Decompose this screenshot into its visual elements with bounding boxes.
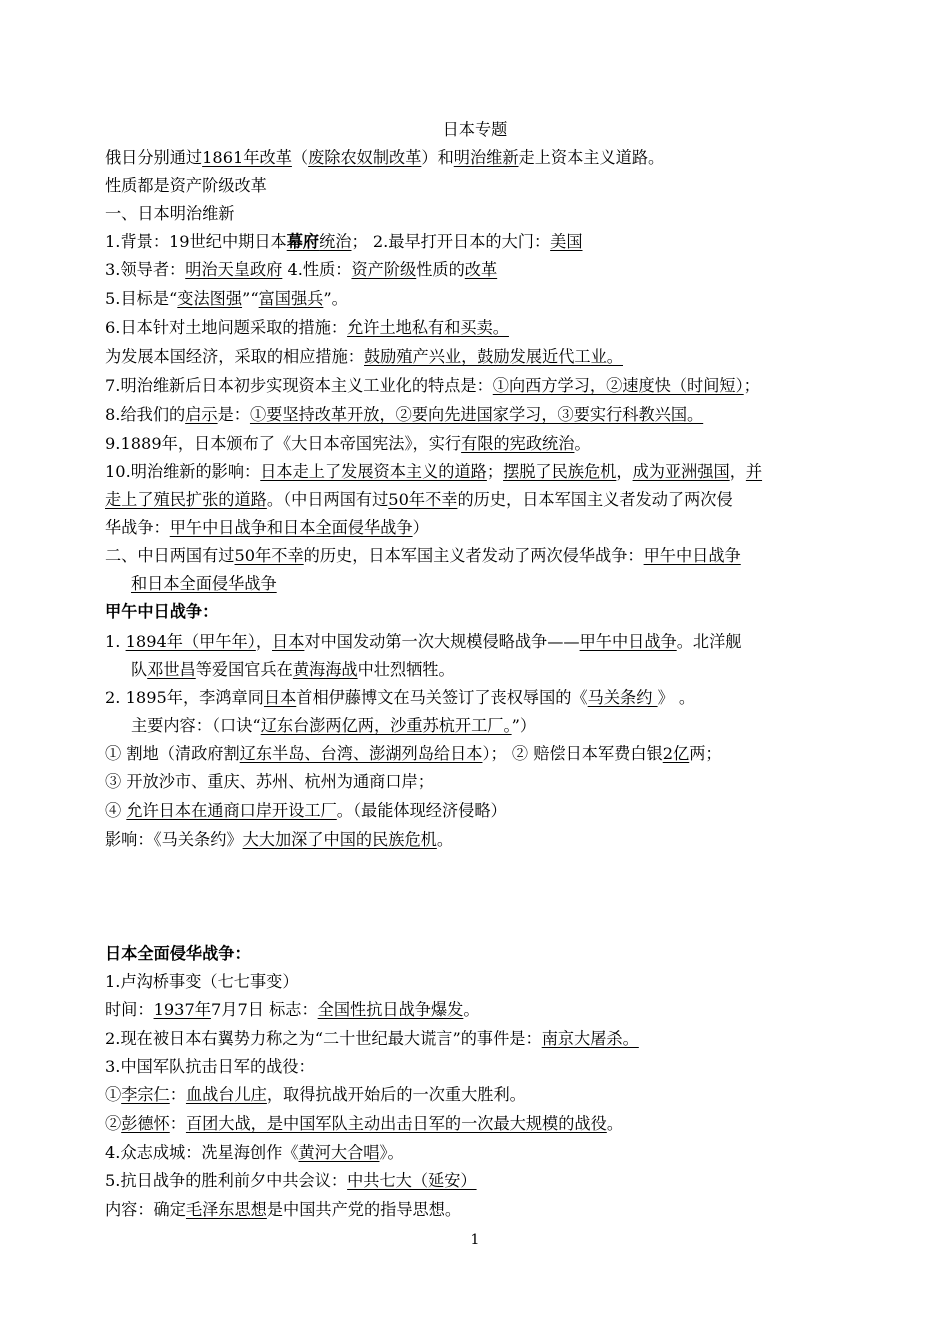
underlined-text: 成为亚洲强国	[632, 462, 730, 481]
underlined-text: 50年不幸	[234, 546, 304, 565]
text-segment: 10.明治维新的影响：	[105, 462, 261, 481]
text-segment: 》 。	[657, 688, 696, 707]
underlined-text: 富国强兵	[258, 289, 324, 308]
text-segment: 是中国共产党的指导思想。	[266, 1200, 462, 1219]
text-segment: ：	[169, 1085, 186, 1104]
underlined-text: 走上了殖民扩张的道路	[105, 490, 267, 509]
text-segment: ）和	[421, 148, 454, 167]
text-line	[105, 258, 855, 282]
underlined-text: 中共七大（延安）	[347, 1171, 477, 1190]
text-segment: 等爱国官兵在	[195, 660, 293, 679]
text-segment: 二、中日两国有过	[105, 546, 235, 565]
underlined-text: 百团大战，是中国军队主动出击日军的一次最大规模的战役	[185, 1114, 607, 1133]
underlined-text: 启示	[185, 405, 218, 424]
text-segment: 2.现在被日本右翼势力称之为“二十世纪最大谎言”的事件是：	[105, 1029, 542, 1048]
underlined-text: 允许日本在通商口岸开设工厂	[126, 801, 337, 820]
text-line	[105, 516, 855, 540]
text-line	[105, 686, 855, 710]
text-segment: 7.明治维新后日本初步实现资本主义工业化的特点是：	[105, 376, 493, 395]
text-segment: 。	[574, 434, 591, 453]
underlined-text: 允许土地私有和买卖。	[347, 318, 509, 337]
text-line	[105, 174, 855, 198]
underlined-text: 日本	[263, 688, 297, 707]
text-segment: ，	[616, 462, 633, 481]
text-segment: ，	[255, 632, 273, 651]
text-segment: 8.给我们的	[105, 405, 186, 424]
text-segment: 3.领导者：	[105, 260, 186, 279]
underlined-text: 甲午中日战争	[579, 632, 677, 651]
underlined-text: 摆脱了民族危机	[503, 462, 617, 481]
text-line	[105, 345, 855, 369]
text-segment: ①	[105, 1085, 122, 1104]
text-segment: 4.众志成城：冼星海创作《	[105, 1143, 299, 1162]
text-line	[105, 287, 855, 311]
underlined-text: 鼓励殖产兴业，鼓励发展近代工业。	[364, 347, 623, 366]
text-line	[105, 1027, 855, 1051]
text-segment: 走上资本主义道路。	[518, 148, 665, 167]
text-segment: ：	[169, 1114, 186, 1133]
text-segment: ②	[105, 1114, 122, 1133]
underlined-text: 辽东半岛、台湾、澎湖列岛给日本	[239, 744, 483, 763]
underlined-text: 1861年改革	[202, 148, 292, 167]
text-segment: ；	[743, 376, 760, 395]
text-segment: 。	[463, 1000, 480, 1019]
text-segment: 。	[436, 830, 454, 849]
text-line	[105, 742, 855, 766]
text-line	[131, 572, 855, 596]
underlined-text: 甲午中日战争	[643, 546, 741, 565]
text-line	[105, 374, 855, 398]
text-segment: 影响：《马关条约》	[105, 830, 243, 849]
text-segment: 。（最能体现经济侵略）	[336, 801, 507, 820]
text-segment: 中壮烈牺牲。	[357, 660, 455, 679]
text-segment: ③ 开放沙市、重庆、苏州、杭州为通商口岸；	[105, 772, 434, 791]
text-line	[105, 460, 855, 484]
underlined-text: 黄海海战	[292, 660, 358, 679]
text-line	[105, 1055, 855, 1079]
text-segment: ）； ② 赔偿日本军费白银	[482, 744, 663, 763]
text-line	[105, 828, 855, 852]
text-segment: 。（中日两国有过	[266, 490, 389, 509]
text-segment: 7月7日 标志：	[210, 1000, 318, 1019]
text-segment: 3.中国军队抗击日军的战役：	[105, 1057, 315, 1076]
underlined-text: 血战台儿庄	[185, 1085, 267, 1104]
text-segment: ；	[486, 462, 504, 481]
underlined-text: 黄河大合唱	[298, 1143, 380, 1162]
underlined-text: 50年不幸	[388, 490, 458, 509]
underlined-text: 和日本全面侵华战争	[131, 574, 277, 593]
text-segment: 。北洋舰	[676, 632, 742, 651]
text-segment: 5.抗日战争的胜利前夕中共会议：	[105, 1171, 348, 1190]
underlined-text: 1894年（甲午年）	[125, 632, 256, 651]
text-segment: 1.卢沟桥事变（七七事变）	[105, 972, 299, 991]
underlined-text: 日本	[272, 632, 305, 651]
underlined-text: 幕府	[286, 232, 320, 251]
underlined-text: 甲午中日战争和日本全面侵华战争	[169, 518, 413, 537]
text-line	[105, 316, 855, 340]
underlined-text: 明治维新	[453, 148, 519, 167]
text-segment: （	[291, 148, 309, 167]
page-number: 1	[470, 1232, 480, 1248]
text-line	[105, 998, 855, 1022]
section-heading	[105, 942, 855, 966]
text-segment: 主要内容：（口诀“	[131, 716, 261, 735]
underlined-text: 统治	[319, 232, 352, 251]
underlined-text: 全国性抗日战争爆发	[317, 1000, 464, 1019]
text-segment: 》。	[379, 1143, 404, 1162]
underlined-text: 资产阶级	[351, 260, 417, 279]
text-line	[105, 1169, 855, 1193]
text-segment: 甲午中日战争：	[105, 602, 219, 621]
underlined-text: 大大加深了中国的民族危机	[242, 830, 437, 849]
text-line	[105, 488, 855, 512]
text-line	[105, 770, 855, 794]
underlined-text: 日本走上了发展资本主义的道路	[260, 462, 487, 481]
text-line	[105, 202, 855, 226]
text-line	[105, 630, 855, 654]
text-segment: 9.1889年，日本颁布了《大日本帝国宪法》，实行	[105, 434, 462, 453]
text-line	[105, 799, 855, 823]
document-title	[0, 118, 950, 142]
underlined-text: 改革	[464, 260, 498, 279]
text-segment: 5.目标是“	[105, 289, 178, 308]
text-line	[131, 714, 855, 738]
underlined-text: 南京大屠杀。	[541, 1029, 639, 1048]
text-segment: ）	[412, 518, 429, 537]
section-heading	[105, 600, 855, 624]
underlined-text: ①向西方学习，②速度快（时间短）	[492, 376, 744, 395]
underlined-text: 2亿	[662, 744, 690, 763]
text-segment: 性质都是资产阶级改革	[105, 176, 267, 195]
text-line	[105, 1198, 855, 1222]
underlined-text: 美国	[550, 232, 583, 251]
text-line	[105, 970, 855, 994]
text-segment: 。	[606, 1114, 623, 1133]
text-segment: 时间：	[105, 1000, 154, 1019]
text-segment: 对中国发动第一次大规模侵略战争——	[304, 632, 580, 651]
text-line	[105, 1141, 855, 1165]
text-segment: 队	[131, 660, 148, 679]
text-line	[105, 146, 855, 170]
text-segment: 首相伊藤博文在马关签订了丧权辱国的《	[296, 688, 588, 707]
underlined-text: 彭德怀	[121, 1114, 170, 1133]
text-line	[105, 432, 855, 456]
underlined-text: 有限的宪政统治	[461, 434, 575, 453]
text-line	[105, 1083, 855, 1107]
underlined-text: 毛泽东思想	[185, 1200, 267, 1219]
underlined-text: 李宗仁	[121, 1085, 170, 1104]
text-line	[105, 544, 855, 568]
underlined-text: 变法图强	[177, 289, 243, 308]
underlined-text: 邓世昌	[147, 660, 196, 679]
underlined-text: 辽东台澎两亿两，沙重苏杭开工厂。	[260, 716, 512, 735]
text-segment: 一、日本明治维新	[105, 204, 235, 223]
underlined-text: 废除农奴制改革	[308, 148, 422, 167]
text-segment: 6.日本针对土地问题采取的措施：	[105, 318, 348, 337]
underlined-text: 马关条约	[587, 688, 658, 707]
text-segment: 2. 1895年，李鸿章同	[105, 688, 264, 707]
text-line	[105, 1112, 855, 1136]
text-segment: ，取得抗战开始后的一次重大胜利。	[266, 1085, 526, 1104]
text-segment: ④	[105, 801, 127, 820]
text-segment: 俄日分别通过	[105, 148, 203, 167]
underlined-text: 1937年	[153, 1000, 211, 1019]
text-line	[105, 403, 855, 427]
text-segment: 1.背景：19世纪中期日本	[105, 232, 287, 251]
text-segment: 日本全面侵华战争：	[105, 944, 251, 963]
text-segment: ，	[729, 462, 746, 481]
text-segment: 两；	[689, 744, 722, 763]
text-line	[131, 658, 855, 682]
text-segment: 的历史，日本军国主义者发动了两次侵华战争：	[303, 546, 644, 565]
text-segment: 性质的	[416, 260, 465, 279]
text-segment: ； 2.最早打开日本的大门：	[351, 232, 551, 251]
text-segment: ”。	[323, 289, 348, 308]
text-segment: ”“	[242, 289, 259, 308]
underlined-text: ①要坚持改革开放，②要向先进国家学习，③要实行科教兴国。	[249, 405, 704, 424]
text-line	[105, 230, 855, 254]
text-segment: 内容：确定	[105, 1200, 186, 1219]
text-segment: ”）	[511, 716, 537, 735]
text-segment: 日本专题	[442, 120, 508, 139]
text-segment: ① 割地（清政府割	[105, 744, 240, 763]
underlined-text: 明治天皇政府	[185, 260, 283, 279]
text-segment: 的历史，日本军国主义者发动了两次侵	[457, 490, 733, 509]
text-segment: 是：	[217, 405, 250, 424]
text-segment: 1.	[105, 632, 126, 651]
text-segment: 4.性质：	[282, 260, 352, 279]
underlined-text: 并	[745, 462, 763, 481]
text-segment: 为发展本国经济，采取的相应措施：	[105, 347, 364, 366]
text-segment: 华战争：	[105, 518, 170, 537]
